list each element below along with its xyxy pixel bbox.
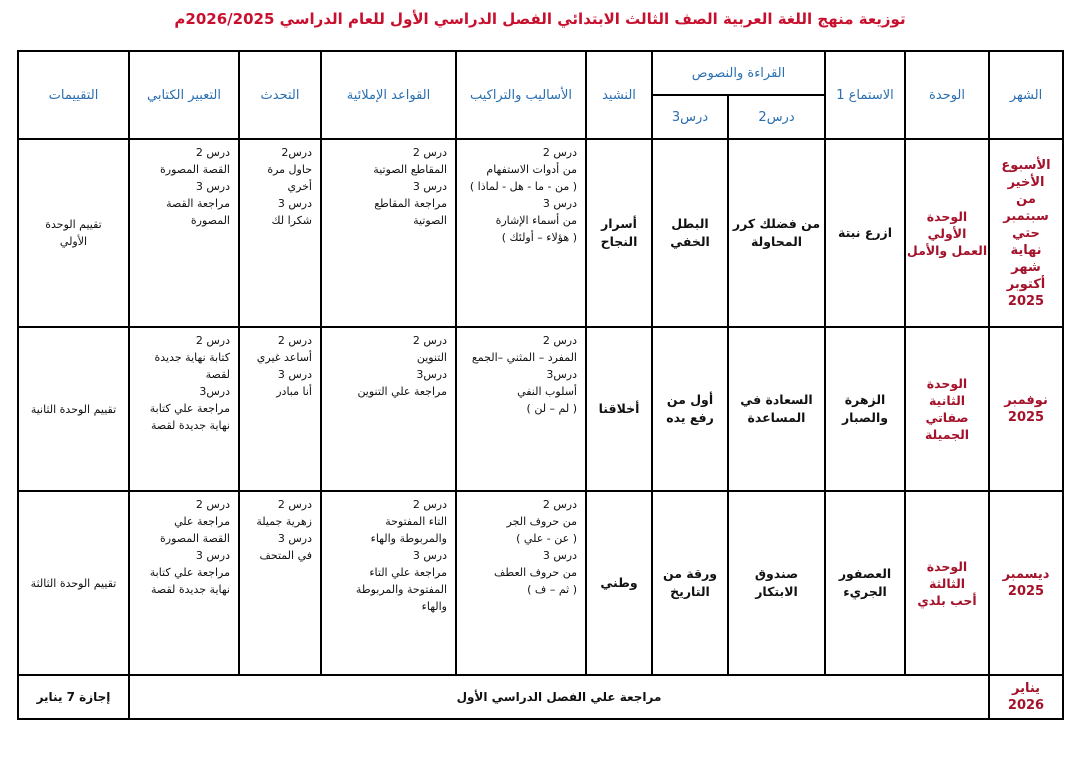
table-row [18, 327, 1063, 491]
header-speaking: التحدث [239, 51, 321, 139]
listening-cell [825, 491, 905, 675]
cell-line: تقييم الوحدة الثالثة [30, 576, 117, 590]
lesson3-cell [652, 139, 728, 327]
listening-cell [825, 327, 905, 491]
speaking-cell [239, 327, 321, 491]
listening-cell: ازرع نبتة [825, 139, 905, 327]
table-row [18, 491, 1063, 675]
cell-line: درس 3 [542, 549, 577, 562]
cell-line: العصفور [838, 566, 892, 581]
cell-line: الوحدة [926, 558, 968, 574]
cell-line: في المتحف [259, 549, 312, 562]
unit-cell [905, 327, 989, 491]
cell-line: الابتكار [755, 584, 798, 599]
month-cell [989, 675, 1063, 719]
cell-line: 2025 [1007, 410, 1045, 425]
cell-line: والصبار [841, 410, 889, 425]
cell-line: المساعدة [747, 410, 806, 425]
cell-line: نهاية جديدة لقصة [151, 583, 230, 596]
cell-line: ( لم – لن ) [526, 402, 577, 415]
cell-line: صفاتي [925, 410, 969, 425]
cell-line: درس 3 [277, 197, 312, 210]
cell-line: نهاية جديدة لقصة [151, 419, 230, 432]
anthem-cell [586, 139, 652, 327]
cell-line: أخري [287, 180, 312, 193]
month-cell [989, 491, 1063, 675]
cell-line: درس3 [416, 368, 447, 381]
cell-line: مراجعة علي [174, 515, 230, 528]
cell-line: درس 3 [195, 549, 230, 562]
cell-line: درس 2 [412, 334, 447, 347]
holiday-cell: إجازة 7 يناير [18, 675, 129, 719]
writing-cell [129, 491, 239, 675]
cell-line: سبتمبر [1003, 208, 1049, 224]
cell-line: درس 3 [277, 532, 312, 545]
cell-line: المصورة [190, 214, 230, 227]
cell-line: الأولي [927, 225, 967, 241]
cell-line: الأسبوع [1001, 157, 1051, 173]
cell-line: مراجعة علي التنوين [357, 385, 447, 398]
cell-line: 2026 [1007, 698, 1045, 713]
cell-line: الخفي [670, 234, 710, 249]
cell-line: المفتوحة والمربوطة [355, 583, 447, 596]
cell-line: درس 2 [542, 334, 577, 347]
cell-line: يناير [1011, 681, 1041, 696]
cell-line: أساعد غيري [256, 351, 312, 364]
cell-line: من [1016, 191, 1036, 207]
cell-line: شهر [1011, 259, 1041, 275]
cell-line: من حروف العطف [494, 566, 577, 579]
table-row [18, 675, 1063, 719]
cell-line: 2025 [1007, 584, 1045, 599]
review-cell: مراجعة علي الفصل الدراسي الأول [129, 675, 989, 719]
evaluation-cell [18, 491, 129, 675]
cell-line: الجميلة [924, 427, 970, 442]
cell-line: درس 2 [412, 146, 447, 159]
cell-line: درس 3 [412, 549, 447, 562]
cell-line: ( عن - علي ) [516, 532, 577, 545]
cell-line: زهرية جميلة [256, 515, 312, 528]
cell-line: السعادة في [740, 392, 813, 407]
cell-line: مراجعة القصة [166, 197, 230, 210]
cell-line: شكرا لك [271, 214, 312, 227]
header-evaluations: التقييمات [18, 51, 129, 139]
cell-line: التاريخ [670, 584, 710, 599]
evaluation-cell [18, 327, 129, 491]
cell-line: درس 2 [277, 498, 312, 511]
cell-line: من فضلك كرر [732, 216, 821, 231]
cell-line: الجريء [843, 584, 887, 599]
cell-line: مراجعة المقاطع [374, 197, 447, 210]
cell-line: الصوتية [413, 214, 447, 227]
spelling-cell [321, 139, 456, 327]
cell-line: والمربوطة والهاء [370, 532, 447, 545]
cell-line: أنا مبادر [276, 385, 312, 398]
header-lesson2: درس2 [728, 95, 825, 139]
cell-line: درس 2 [542, 146, 577, 159]
styles-cell [456, 327, 586, 491]
cell-line: ( هؤلاء – أولئك ) [501, 231, 577, 244]
lesson2-cell [728, 327, 825, 491]
cell-line: درس3 [546, 368, 577, 381]
cell-line: الوحدة [926, 376, 968, 391]
header-styles: الأساليب والتراكيب [456, 51, 586, 139]
cell-line: والهاء [421, 600, 447, 613]
cell-line: ( ثم – ف ) [527, 583, 577, 596]
cell-line: ورقة من [662, 566, 718, 581]
month-cell [989, 139, 1063, 327]
cell-line: نوفمبر [1004, 393, 1048, 408]
cell-line: أسرار [601, 216, 637, 231]
cell-line: 2025 [1007, 293, 1045, 309]
cell-line: درس 3 [412, 180, 447, 193]
cell-line: درس2 [281, 146, 312, 159]
unit-cell [905, 491, 989, 675]
cell-line: المحاولة [750, 234, 803, 249]
page-title: توزيعة منهج اللغة العربية الصف الثالث الابتدائي الفصل الدراسي الأول للعام الدراسي 2026/2025م [174, 10, 906, 28]
header-lesson3: درس3 [652, 95, 728, 139]
cell-line: تقييم الوحدة [45, 218, 102, 231]
cell-line: أحب بلدي [917, 592, 977, 608]
anthem-cell [586, 327, 652, 491]
header-anthem: النشيد [586, 51, 652, 139]
cell-line: ( من - ما - هل - لماذا ) [469, 180, 577, 193]
cell-line: حاول مرة [267, 163, 312, 176]
curriculum-table [17, 50, 1064, 720]
cell-line: الثالثة [928, 575, 966, 591]
header-month: الشهر [989, 51, 1063, 139]
cell-line: الثانية [928, 393, 966, 408]
table-row [18, 139, 1063, 327]
cell-line: درس 2 [277, 334, 312, 347]
cell-line: أسلوب النفي [517, 385, 577, 398]
cell-line: العمل والأمل [906, 242, 988, 258]
cell-line: وطني [600, 575, 638, 590]
header-reading: القراءة والنصوص [652, 51, 825, 95]
cell-line: درس 3 [195, 180, 230, 193]
cell-line: القصة المصورة [160, 532, 230, 545]
lesson2-cell [728, 139, 825, 327]
writing-cell [129, 327, 239, 491]
cell-line: درس 2 [412, 498, 447, 511]
cell-line: القصة المصورة [160, 163, 230, 176]
styles-cell [456, 139, 586, 327]
cell-line: الأولي [59, 235, 88, 248]
cell-line: البطل [671, 216, 709, 231]
cell-line: رفع يده [666, 410, 714, 425]
cell-line: المقاطع الصوتية [373, 163, 447, 176]
lesson3-cell [652, 327, 728, 491]
cell-line: درس 2 [195, 334, 230, 347]
cell-line: أخلاقنا [598, 401, 640, 416]
cell-line: مراجعة علي كتابة [149, 566, 230, 579]
cell-line: ديسمبر [1002, 567, 1050, 582]
cell-line: درس 3 [542, 197, 577, 210]
cell-line: درس 2 [542, 498, 577, 511]
cell-line: مراجعة علي التاء [369, 566, 447, 579]
cell-line: مراجعة علي كتابة [149, 402, 230, 415]
cell-line: أول من [666, 392, 714, 407]
header-listening: الاستماع 1 [825, 51, 905, 139]
lesson3-cell [652, 491, 728, 675]
cell-line: من حروف الجر [506, 515, 577, 528]
cell-line: من أدوات الاستفهام [486, 163, 577, 176]
evaluation-cell [18, 139, 129, 327]
cell-line: التاء المفتوحة [385, 515, 447, 528]
lesson2-cell [728, 491, 825, 675]
speaking-cell [239, 491, 321, 675]
cell-line: درس 2 [195, 498, 230, 511]
writing-cell [129, 139, 239, 327]
cell-line: الأخير [1007, 174, 1045, 190]
cell-line: درس3 [199, 385, 230, 398]
cell-line: الوحدة [926, 208, 968, 224]
cell-line: صندوق [754, 566, 799, 581]
spelling-cell [321, 491, 456, 675]
cell-line: درس 3 [277, 368, 312, 381]
cell-line: تقييم الوحدة الثانية [30, 402, 117, 416]
cell-line: الزهرة [844, 392, 886, 407]
cell-line: المفرد – المثني –الجمع [471, 351, 577, 364]
cell-line: لقصة [205, 368, 230, 381]
cell-line: النجاح [600, 234, 638, 249]
cell-line: من أسماء الإشارة [495, 214, 577, 227]
anthem-cell [586, 491, 652, 675]
header-spelling: القواعد الإملائية [321, 51, 456, 139]
cell-line: حتي [1012, 225, 1040, 241]
cell-line: نهاية [1010, 242, 1042, 258]
unit-cell [905, 139, 989, 327]
cell-line: أكتوبر [1006, 276, 1046, 292]
speaking-cell [239, 139, 321, 327]
spelling-cell [321, 327, 456, 491]
cell-line: درس 2 [195, 146, 230, 159]
header-unit: الوحدة [905, 51, 989, 139]
cell-line: كتابة نهاية جديدة [154, 351, 230, 364]
header-writing: التعبير الكتابي [129, 51, 239, 139]
styles-cell [456, 491, 586, 675]
cell-line: التنوين [416, 351, 447, 364]
month-cell [989, 327, 1063, 491]
